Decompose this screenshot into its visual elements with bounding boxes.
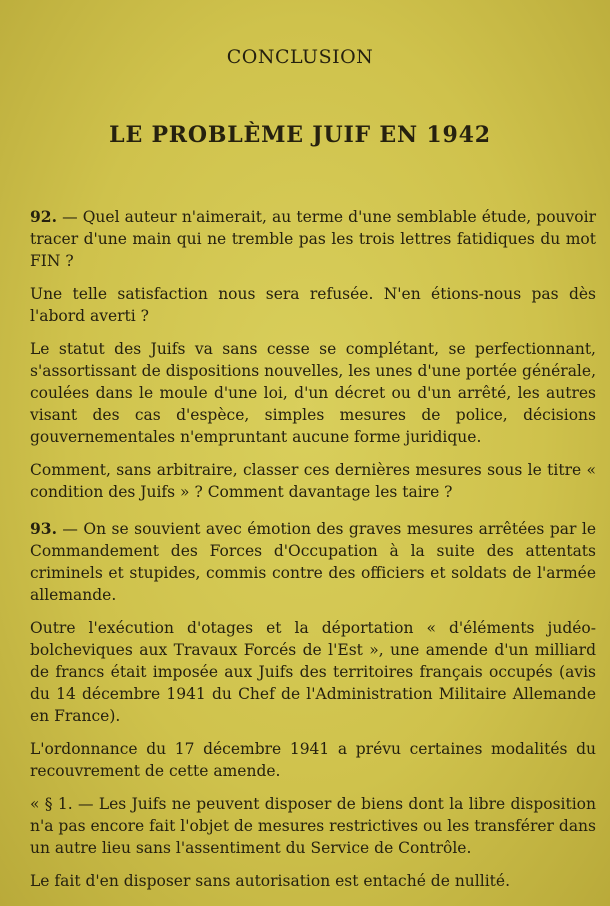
section-number: 93. — [30, 519, 57, 538]
section-92 — [30, 206, 596, 514]
paragraph: « § 1. — Les Juifs ne peuvent disposer de biens dont la libre disposition n'a pas encore fait l'objet de mesures restrictives ou les transférer dans un autre lieu sans l'assentiment du Service de Contrôle. — [30, 795, 596, 857]
section-93 — [30, 518, 596, 903]
paragraph: L'ordonnance du 17 décembre 1941 a prévu certaines modalités du recouvrement de cette amende. — [30, 740, 596, 780]
paragraph — [30, 518, 596, 606]
paragraph-text: — On se souvient avec émotion des graves mesures arrêtées par le Commandement des Forces d'Occupation à la suite des attentats criminels et stupides, commis contre des officiers et soldats de l'armée allemande. — [30, 520, 596, 604]
section-number: 92. — [30, 207, 57, 226]
paragraph: Le fait d'en disposer sans autorisation est entaché de nullité. — [30, 872, 510, 890]
paragraph: Comment, sans arbitraire, classer ces dernières mesures sous le titre « condition des Juifs » ? Comment davantage les taire ? — [30, 461, 596, 501]
chapter-title: LE PROBLÈME JUIF EN 1942 — [109, 122, 491, 148]
paragraph — [30, 206, 596, 272]
paragraph: Le statut des Juifs va sans cesse se complétant, se perfectionnant, s'assortissant de dispositions nouvelles, les unes d'une portée générale, coulées dans le moule d'une loi, d'un décret ou d'un arrêté, les autres visant des cas d'espèce, simples mesures de police, décisions gouvernementales n'empruntant aucune forme juridique. — [30, 340, 596, 446]
paragraph: Une telle satisfaction nous sera refusée. N'en étions-nous pas dès l'abord averti ? — [30, 285, 596, 325]
section-label: CONCLUSION — [226, 46, 374, 68]
paragraph-text: — Quel auteur n'aimerait, au terme d'une semblable étude, pouvoir tracer d'une main qui ne tremble pas les trois lettres fatidiques du mot FIN ? — [30, 208, 596, 270]
paragraph: Outre l'exécution d'otages et la déportation « d'éléments judéo-bolcheviques aux Travaux Forcés de l'Est », une amende d'un milliard de francs était imposée aux Juifs des territoires français occupés (avis du 14 décembre 1941 du Chef de l'Administration Militaire Allemande en France). — [30, 619, 596, 725]
